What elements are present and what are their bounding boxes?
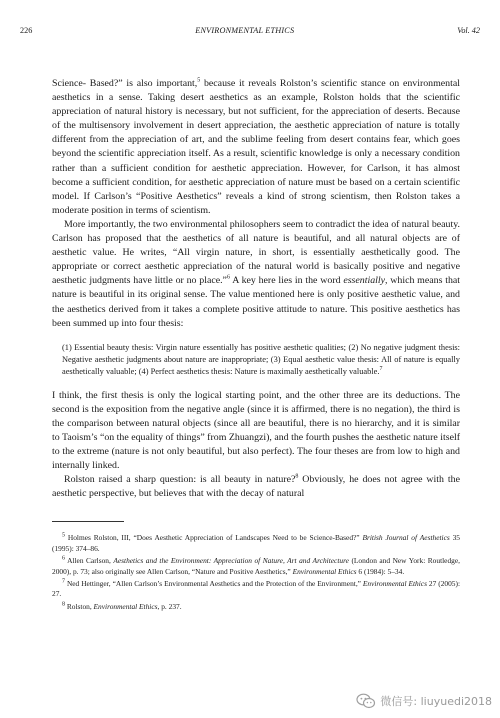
footnote-ref-6: 6 — [226, 275, 230, 282]
footnote-number: 6 — [62, 555, 65, 562]
paragraph-1 — [52, 77, 460, 218]
footnote-ref-5: 5 — [197, 77, 201, 84]
footnote-number: 5 — [62, 532, 65, 539]
text-run: Rolston raised a sharp question: is all beauty in nature? — [64, 474, 296, 486]
paragraph-3: I think, the first thesis is only the logical starting point, and the other three are its deductions. The second is the exposition from the negative angle (since it is affirmed, there is no negation), the third is the comparison between natural objects (since all are beautiful, there is no hierarchy, and it is similar to Taoism’s “on the equality of things” from Zhuangzi), and the fourth pushes the aesthetic nature itself to the extreme (nature is not only beautiful, but also perfect). The four theses are from low to high and internally linked. — [52, 389, 461, 472]
footnote-number: 7 — [62, 578, 65, 585]
text-run: More importantly, the two environmental philosophers seem to contradict the idea of natural beauty. Carlson has proposed that the aesthetics of all nature is beautiful, and all natural objects are of aesthetic value. He writes, “All virgin nature, in short, is essentially aesthetically good. The appropriate or correct aesthetic appreciation of the natural world is basically positive and negative aesthetic judgments have little or no place.” — [52, 218, 460, 287]
footnote-5 — [52, 533, 460, 554]
text-run: Ned Hettinger, “Allen Carlson’s Environmental Aesthetics and the Protection of the Environment,” — [65, 579, 363, 589]
journal-title: ENVIRONMENTAL ETHICS — [195, 26, 295, 35]
running-head — [20, 26, 480, 35]
emphasis: Environmental Ethics — [292, 566, 357, 576]
footnote-divider — [52, 521, 124, 522]
emphasis: British Journal of Aesthetics — [362, 533, 450, 543]
volume-number: Vol. 42 — [457, 26, 480, 35]
watermark — [356, 693, 492, 709]
text-run: Science- Based?” is also important, — [52, 78, 198, 89]
watermark-text: 微信号: liuyuedi2018 — [380, 695, 492, 708]
text-run: , which means that nature is beautiful in its original sense. The value mentioned here is only positive aesthetic value, and the aesthetics derived from it takes a complete positive attitude to nature. This positive aesthetics has been summed up into four thesis: — [52, 275, 461, 329]
text-run: Rolston, — [65, 601, 94, 611]
text-run: Holmes Rolston, III, “Does Aesthetic Appreciation of Landscapes Need to be Science-Based?” — [65, 533, 363, 543]
block-quote — [52, 342, 460, 378]
footnotes — [52, 533, 460, 612]
paragraph-4 — [52, 473, 460, 501]
text-run: (London and New York: Routledge, 2000), p. 73; also originally see Allen Carlson, “Nature and Positive Aesthetics,” — [52, 556, 460, 576]
footnote-number: 8 — [62, 601, 65, 608]
footnote-8 — [52, 602, 460, 612]
emphasis: Environmental Ethics — [362, 579, 427, 589]
emphasis: Environmental Ethics — [93, 601, 158, 611]
wechat-icon — [356, 693, 376, 709]
paragraph-2 — [52, 218, 460, 331]
page-number: 226 — [20, 26, 33, 35]
body-text — [52, 77, 460, 614]
text-run: because it reveals Rolston’s scientific stance on environmental aesthetics in a sense. Taking desert aesthetics as an example, Rolston holds that the scientific appreciation of natural history is necessary, but not sufficient, for the appreciation of deserts. Because of the multisensory involvement in desert appreciation, the aesthetic appreciation of nature is totally different from the appreciation of art, and the sublime feeling from desert contains fear, which goes beyond the scientific appreciation itself. As a result, scientific knowledge is only a necessary condition rather than a sufficient condition for aesthetic appreciation. However, for Carlson, it has almost become a sufficient condition, for aesthetic appreciation of nature must be based on a certain scientific model. If Carlson’s “Positive Aesthetics” reveals a kind of strong scientism, then Rolston takes a moderate position in terms of scientism. — [52, 78, 460, 216]
text-run: 27 (2005): 27. — [52, 579, 460, 599]
text-run: Obviously, he does not agree with the aesthetic perspective, but believes that with the decay of natural — [52, 474, 460, 500]
text-run: 35 (1995): 374–86. — [52, 533, 460, 553]
text-run: , p. 237. — [157, 601, 182, 611]
footnote-ref-7: 7 — [379, 365, 383, 372]
footnote-ref-8: 8 — [295, 473, 299, 480]
footnote-6 — [52, 556, 460, 577]
text-run: Allen Carlson, — [65, 556, 114, 566]
text-run: (1) Essential beauty thesis: Virgin nature essentially has positive aesthetic qualities; (2) No negative judgment thesis: Negative aesthetic judgments about nature are inappropriate; (3) Equal aesthetic value thesis: All of nature is equally aesthetically valuable; (4) Perfect aesthetics thesis: Nature is maximally aesthetically valuable. — [62, 342, 460, 376]
text-run: 6 (1984): 5–34. — [356, 566, 405, 576]
footnote-7 — [52, 579, 460, 600]
emphasis-essentially: essentially — [343, 275, 385, 287]
text-run: A key here lies in the word — [229, 275, 344, 287]
emphasis: Aesthetics and the Environment: Appreciation of Nature, Art and Architecture — [113, 556, 349, 566]
